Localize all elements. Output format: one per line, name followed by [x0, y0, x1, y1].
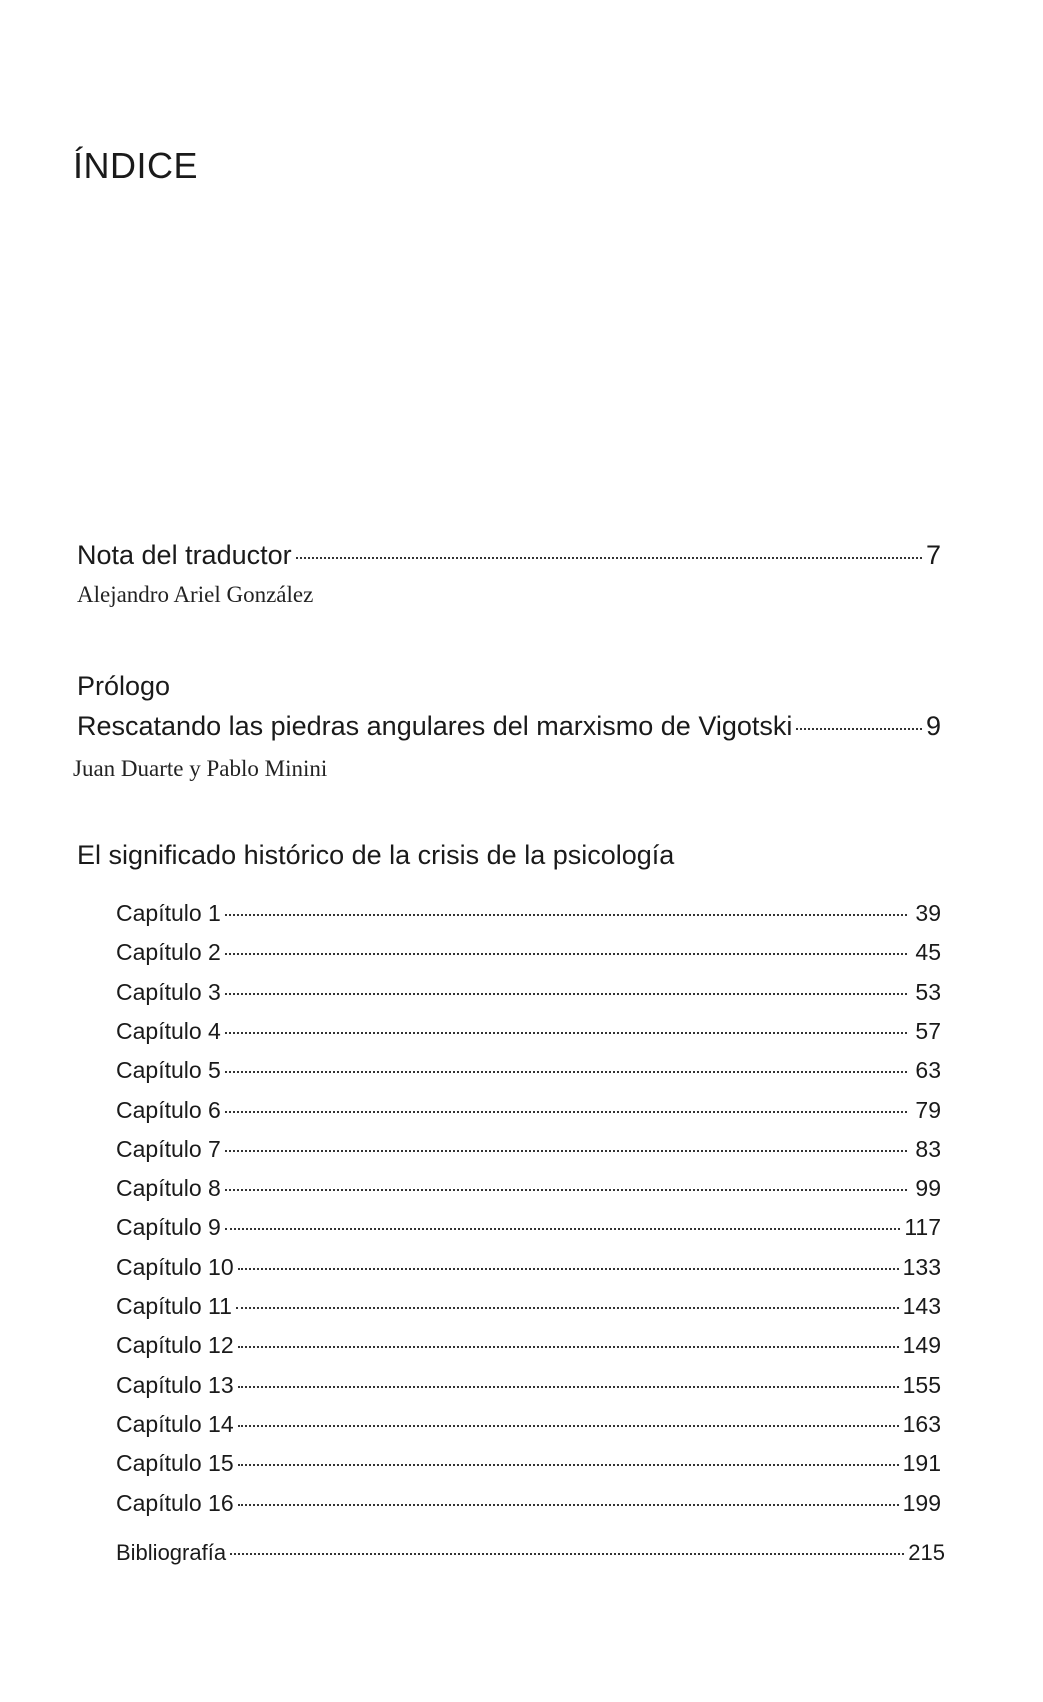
toc-entry-label: Capítulo 11	[116, 1293, 232, 1319]
toc-entry-label: Capítulo 10	[116, 1253, 234, 1280]
toc-entry-prologo[interactable]	[77, 711, 941, 742]
toc-entry-label: Capítulo 15	[116, 1450, 234, 1477]
toc-author: Juan Duarte y Pablo Minini	[73, 756, 328, 781]
toc-entry-label: Bibliografía	[116, 1540, 227, 1565]
toc-entry-label: Capítulo 2	[116, 939, 221, 966]
dot-leader	[238, 1464, 899, 1466]
toc-entry-chapter[interactable]	[116, 1175, 941, 1202]
dot-leader	[225, 1111, 907, 1113]
toc-entry-label: Capítulo 7	[116, 1135, 221, 1162]
toc-page-number: 83	[915, 1135, 941, 1162]
dot-leader	[225, 914, 907, 916]
toc-entry-label: Capítulo 9	[116, 1214, 221, 1241]
dot-leader	[225, 1150, 907, 1152]
toc-heading-prologo: Prólogo	[77, 671, 171, 701]
toc-page-number: 191	[902, 1450, 941, 1477]
toc-entry-chapter[interactable]	[116, 1372, 941, 1399]
dot-leader	[225, 953, 907, 955]
dot-leader	[225, 1189, 907, 1191]
toc-entry-chapter[interactable]	[116, 939, 941, 966]
dot-leader	[238, 1268, 899, 1270]
toc-page-number: 149	[902, 1332, 941, 1359]
toc-entry-bibliografia[interactable]	[116, 1540, 945, 1566]
toc-page-number: 133	[902, 1253, 941, 1280]
toc-page-number: 215	[908, 1540, 945, 1565]
dot-leader	[796, 728, 922, 730]
dot-leader	[225, 1228, 900, 1230]
toc-entry-label: Capítulo 6	[116, 1096, 221, 1123]
toc-entry-label: Capítulo 8	[116, 1175, 221, 1202]
toc-page-number: 99	[915, 1175, 941, 1202]
toc-entry-label: Capítulo 3	[116, 978, 221, 1005]
dot-leader	[230, 1553, 904, 1555]
toc-entry-nota[interactable]	[77, 540, 941, 571]
toc-entry-chapter[interactable]	[116, 1490, 941, 1517]
dot-leader	[296, 557, 922, 559]
toc-entry-chapter[interactable]	[116, 1293, 941, 1320]
toc-page-number: 57	[915, 1017, 941, 1044]
toc-entry-label: Capítulo 14	[116, 1410, 234, 1437]
toc-entry-label: Capítulo 4	[116, 1017, 221, 1044]
dot-leader	[238, 1386, 899, 1388]
toc-page-number: 163	[902, 1410, 941, 1437]
toc-page-number: 39	[915, 900, 941, 926]
dot-leader	[236, 1307, 899, 1309]
dot-leader	[238, 1425, 899, 1427]
dot-leader	[238, 1346, 899, 1348]
dot-leader	[225, 1071, 907, 1073]
toc-page-number: 155	[902, 1371, 941, 1398]
toc-entry-chapter[interactable]	[116, 1214, 941, 1241]
toc-entry-label: Capítulo 13	[116, 1371, 234, 1398]
toc-page-number: 45	[915, 939, 941, 966]
toc-entry-label: Nota del traductor	[77, 540, 292, 570]
toc-author: Alejandro Ariel González	[77, 582, 314, 607]
toc-entry-chapter[interactable]	[116, 1450, 941, 1477]
toc-page-number: 9	[925, 711, 941, 741]
dot-leader	[238, 1504, 899, 1506]
toc-page-number: 7	[925, 540, 941, 570]
toc-heading-section: El significado histórico de la crisis de la psicología	[77, 840, 675, 870]
toc-entry-label: Capítulo 5	[116, 1057, 221, 1084]
toc-entry-chapter[interactable]	[116, 979, 941, 1006]
toc-page-number: 199	[902, 1489, 941, 1516]
toc-page-number: 63	[915, 1057, 941, 1084]
dot-leader	[225, 993, 907, 995]
toc-entry-chapter[interactable]	[116, 1057, 941, 1084]
dot-leader	[225, 1032, 907, 1034]
toc-entry-chapter[interactable]	[116, 1018, 941, 1045]
toc-entry-chapter[interactable]	[116, 900, 941, 927]
toc-entry-chapter[interactable]	[116, 1097, 941, 1124]
toc-entry-label: Capítulo 1	[116, 900, 221, 926]
toc-entry-chapter[interactable]	[116, 1411, 941, 1438]
toc-entry-chapter[interactable]	[116, 1254, 941, 1281]
toc-page-number: 79	[915, 1096, 941, 1123]
toc-entry-chapter[interactable]	[116, 1136, 941, 1163]
toc-page-number: 53	[915, 978, 941, 1005]
toc-page-number: 117	[904, 1214, 941, 1241]
toc-entry-chapter[interactable]	[116, 1332, 941, 1359]
toc-page-number: 143	[902, 1293, 941, 1319]
toc-entry-label: Rescatando las piedras angulares del marxismo de Vigotski	[77, 711, 793, 741]
toc-entry-label: Capítulo 12	[116, 1332, 234, 1359]
page-title: ÍNDICE	[73, 145, 199, 186]
toc-entry-label: Capítulo 16	[116, 1489, 234, 1516]
